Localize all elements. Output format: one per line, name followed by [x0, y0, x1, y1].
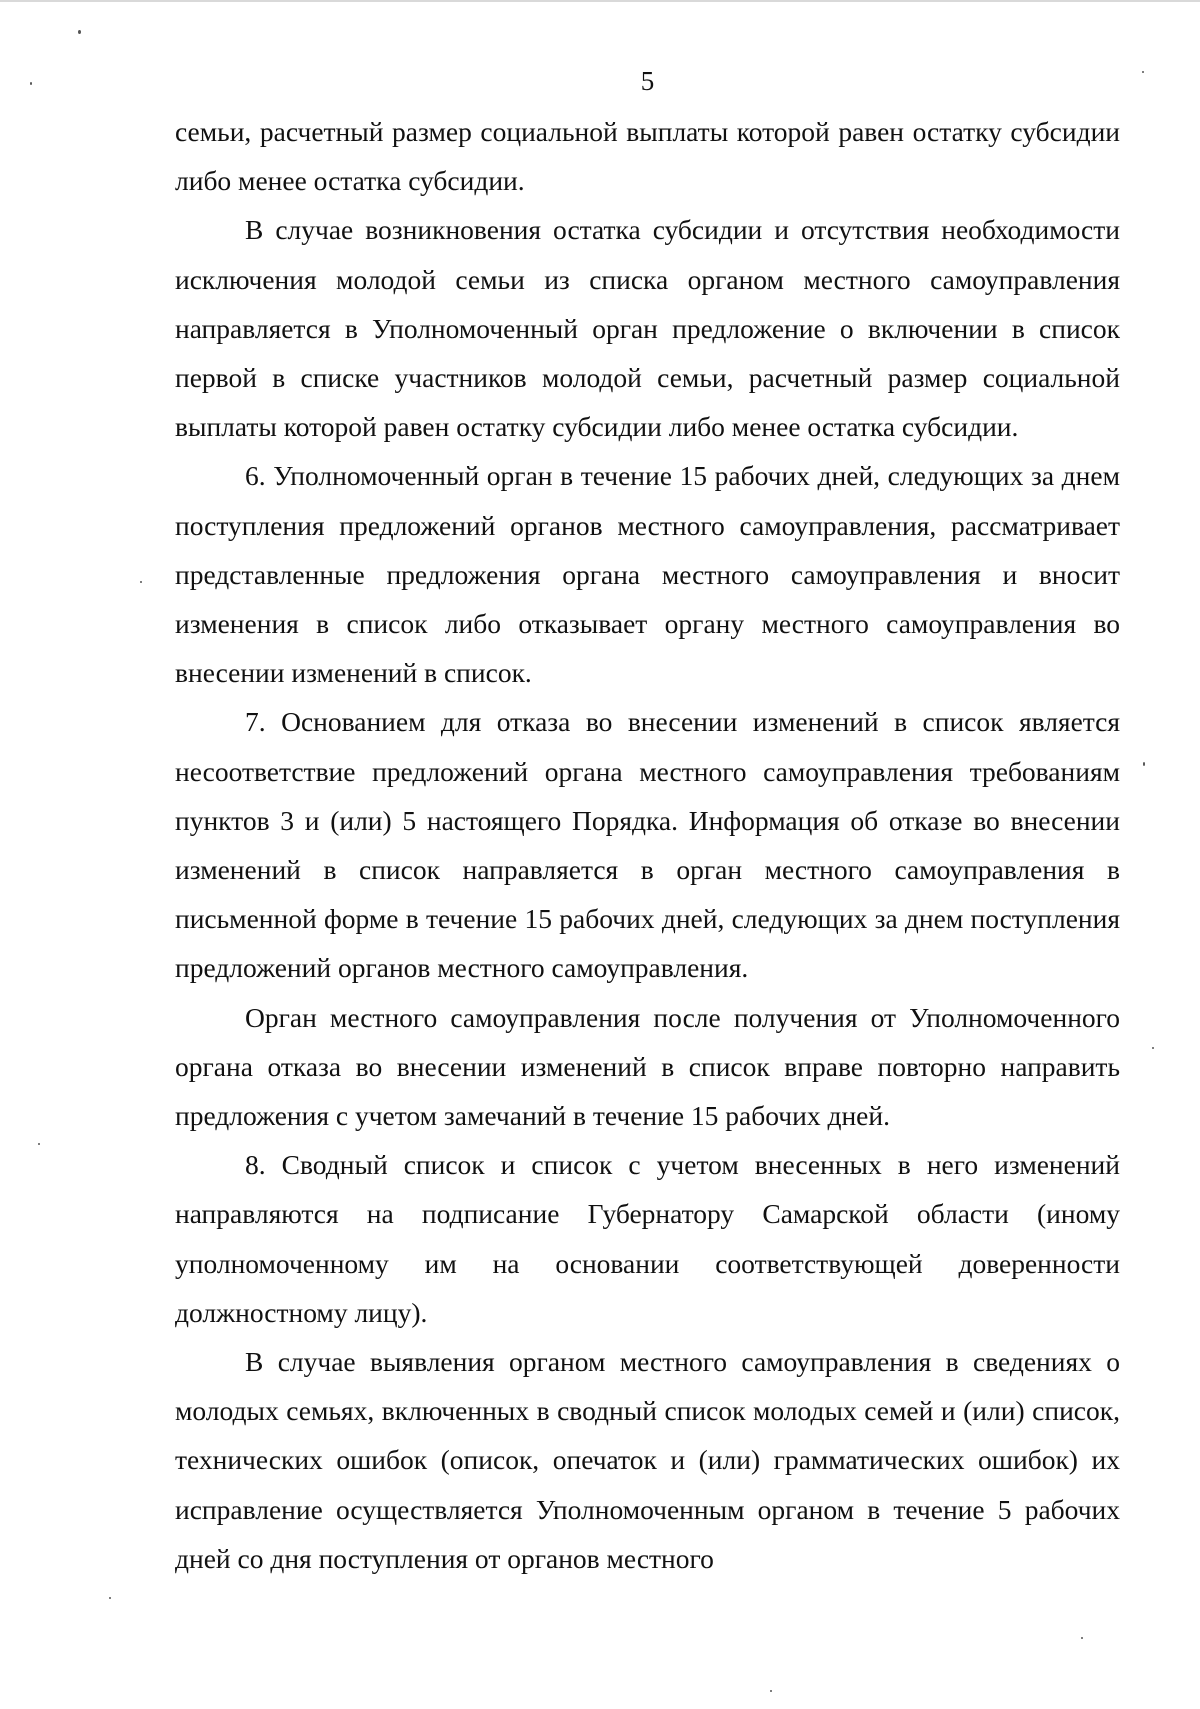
paragraph-4: 7. Основанием для отказа во внесении изменений в список является несоответствие предложений органа местного самоуправления требованиям пунктов 3 и (или) 5 настоящего Порядка. Информация об отказе во внесении изменений в список направляется в орган местного самоуправления в письменной форме в течение 15 рабочих дней, следующих за днем поступления предложений органов местного самоуправления.: [175, 706, 1120, 984]
scan-edge: [0, 0, 1200, 2]
scan-speck: [770, 1690, 772, 1692]
scan-speck: [1081, 1637, 1083, 1639]
scan-speck: [109, 1597, 111, 1599]
page-number: 5: [640, 66, 655, 96]
scan-speck: [78, 30, 81, 34]
scan-speck: [38, 1143, 40, 1145]
paragraph-3: 6. Уполномоченный орган в течение 15 рабочих дней, следующих за днем поступления предложений органов местного самоуправления, рассматривает представленные предложения органа местного самоуправления и вносит изменения в список либо отказывает органу местного самоуправления во внесении изменений в список.: [175, 460, 1120, 689]
document-body: [175, 107, 1120, 1583]
scan-speck: [140, 581, 142, 583]
scan-speck: [1143, 762, 1145, 766]
paragraph-6: 8. Сводный список и список с учетом внесенных в него изменений направляются на подписание Губернатору Самарской области (иному уполномоченному им на основании соответствующей доверенности должностному лицу).: [175, 1149, 1120, 1328]
scan-speck: [1152, 1047, 1154, 1049]
paragraph-2: В случае возникновения остатка субсидии и отсутствия необходимости исключения молодой семьи из списка органом местного самоуправления направляется в Уполномоченный орган предложение о включении в список первой в списке участников молодой семьи, расчетный размер социальной выплаты которой равен остатку субсидии либо менее остатка субсидии.: [175, 214, 1120, 443]
paragraph-1: семьи, расчетный размер социальной выплаты которой равен остатку субсидии либо менее остатка субсидии.: [175, 116, 1120, 197]
scan-speck: [1142, 71, 1144, 73]
paragraph-5: Орган местного самоуправления после получения от Уполномоченного органа отказа во внесении изменений в список вправе повторно направить предложения с учетом замечаний в течение 15 рабочих дней.: [175, 1001, 1120, 1132]
paragraph-7: В случае выявления органом местного самоуправления в сведениях о молодых семьях, включенных в сводный список молодых семей и (или) список, технических ошибок (описок, опечаток и (или) грамматических ошибок) их исправление осуществляется Уполномоченным органом в течение 5 рабочих дней со дня поступления от органов местного: [175, 1346, 1120, 1574]
scan-speck: [30, 82, 32, 85]
